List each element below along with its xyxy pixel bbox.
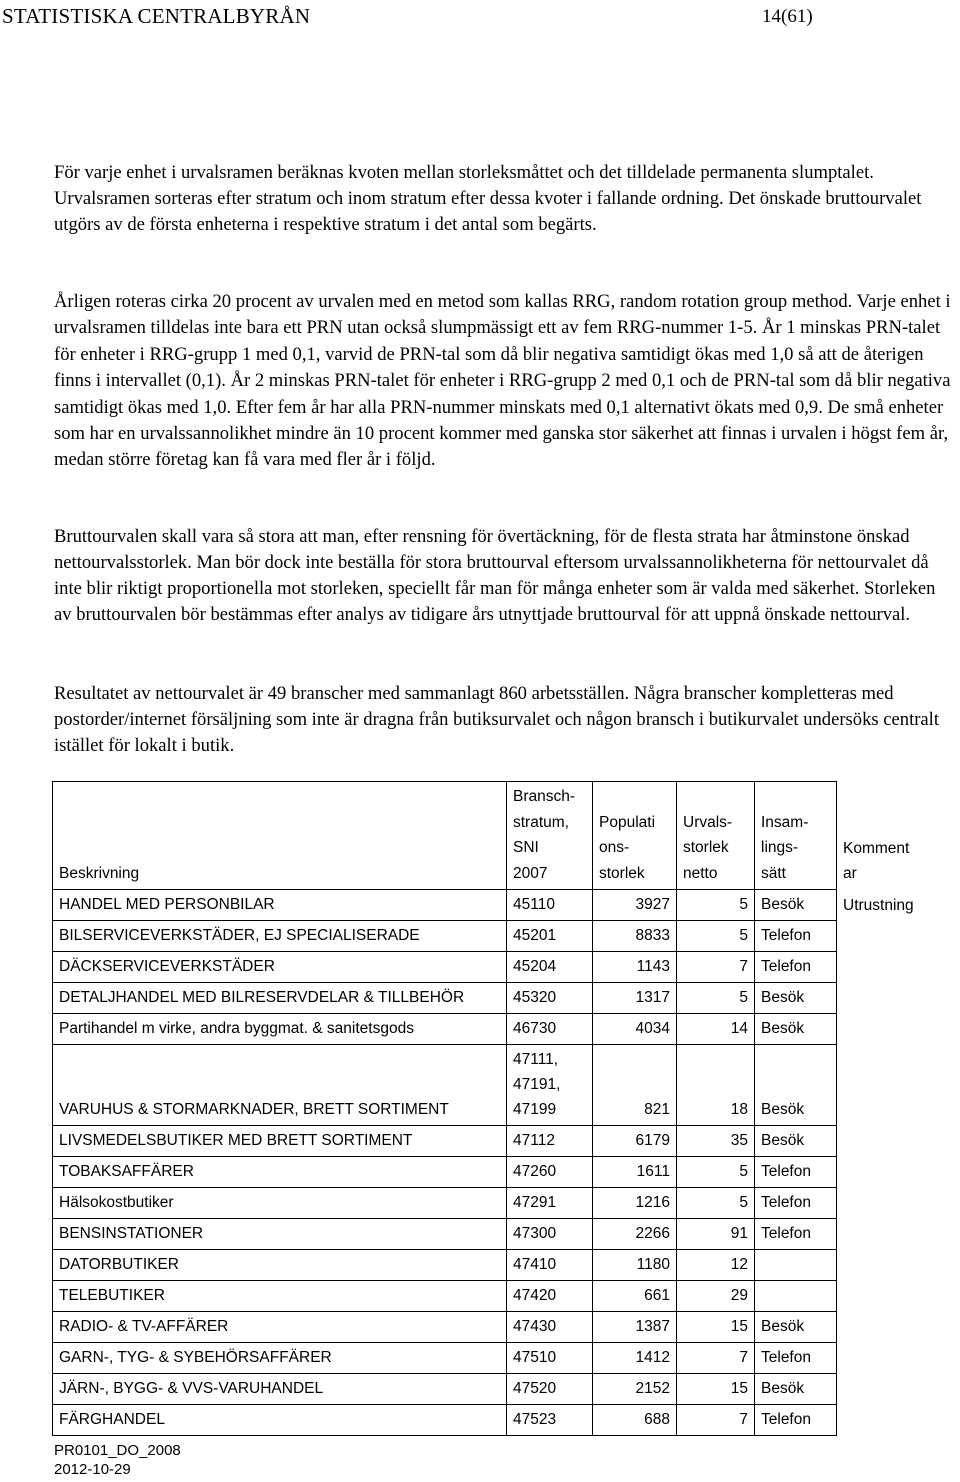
cell-insamlingssatt: Telefon [755,1188,837,1219]
cell-insamlingssatt: Besök [755,890,837,921]
cell-insamlingssatt: Telefon [755,1343,837,1374]
cell-kommentar [837,1188,943,1219]
cell-population: 1143 [593,952,677,983]
cell-urvalsstorlek: 5 [677,1157,755,1188]
cell-urvalsstorlek: 35 [677,1126,755,1157]
header-insamlingssatt: Insam- lings- sätt [755,782,837,890]
cell-kommentar [837,983,943,1014]
cell-population: 688 [593,1405,677,1436]
cell-urvalsstorlek: 5 [677,890,755,921]
page-number: 14(61) [762,6,813,27]
cell-population: 1180 [593,1250,677,1281]
sample-table [52,781,943,1436]
table-row [53,1014,943,1045]
table-row [53,1250,943,1281]
cell-urvalsstorlek: 18 [677,1045,755,1126]
cell-population: 1317 [593,983,677,1014]
cell-kommentar [837,952,943,983]
cell-urvalsstorlek: 12 [677,1250,755,1281]
paragraph-rrg: Årligen roteras cirka 20 procent av urvalen med en metod som kallas RRG, random rotation group method. Varje enhet i urvalsramen tilldelas inte bara ett PRN utan också slumpmässigt ett av fem RRG-nummer 1-5. År 1 minskas PRN-talet för enheter i RRG-grupp 1 med 0,1, varvid de PRN-tal som då blir negativa samtidigt ökas med 1,0 så att de återigen finns i intervallet (0,1). År 2 minskas PRN-talet för enheter i RRG-grupp 2 med 0,1 och de PRN-tal som då blir negativa samtidigt ökas med 1,0. Efter fem år har alla PRN-nummer minskats med 0,1 alternativt ökats med 0,9. De små enheter som har en urvalssannolikhet mindre än 10 procent kommer med ganska stor säkerhet att finnas i urvalen i högst fem år, medan större företag kan få vara med fler år i följd. [54,291,951,471]
cell-sni: 47410 [507,1250,593,1281]
cell-sni: 45204 [507,952,593,983]
cell-insamlingssatt: Telefon [755,1219,837,1250]
cell-urvalsstorlek: 91 [677,1219,755,1250]
cell-beskrivning: JÄRN-, BYGG- & VVS-VARUHANDEL [53,1374,507,1405]
cell-kommentar [837,1126,943,1157]
table-row [53,1157,943,1188]
cell-sni: 47523 [507,1405,593,1436]
cell-sni: 47112 [507,1126,593,1157]
footer-doc-id: PR0101_DO_2008 [54,1442,181,1459]
footer-date: 2012-10-29 [54,1461,131,1478]
header-kommentar: Komment ar [837,782,943,890]
cell-sni: 47300 [507,1219,593,1250]
cell-sni: 47510 [507,1343,593,1374]
cell-sni: 45201 [507,921,593,952]
cell-insamlingssatt: Telefon [755,921,837,952]
cell-sni: 47291 [507,1188,593,1219]
cell-beskrivning: RADIO- & TV-AFFÄRER [53,1312,507,1343]
cell-urvalsstorlek: 5 [677,1188,755,1219]
cell-insamlingssatt: Telefon [755,1157,837,1188]
cell-kommentar [837,1014,943,1045]
cell-kommentar [837,1045,943,1126]
cell-insamlingssatt: Besök [755,1312,837,1343]
cell-kommentar [837,1250,943,1281]
table-row [53,1312,943,1343]
cell-kommentar [837,1374,943,1405]
cell-beskrivning: BILSERVICEVERKSTÄDER, EJ SPECIALISERADE [53,921,507,952]
cell-sni: 47111, 47191, 47199 [507,1045,593,1126]
cell-kommentar [837,1219,943,1250]
table-row [53,983,943,1014]
cell-insamlingssatt: Besök [755,1014,837,1045]
cell-insamlingssatt: Besök [755,1045,837,1126]
cell-insamlingssatt: Besök [755,1374,837,1405]
cell-kommentar [837,1157,943,1188]
cell-population: 821 [593,1045,677,1126]
cell-population: 1216 [593,1188,677,1219]
cell-beskrivning: Partihandel m virke, andra byggmat. & sanitetsgods [53,1014,507,1045]
cell-sni: 47520 [507,1374,593,1405]
cell-urvalsstorlek: 15 [677,1312,755,1343]
cell-kommentar: Utrustning [837,890,943,921]
table-row [53,1281,943,1312]
header-urvalsstorlek: Urvals- storlek netto [677,782,755,890]
table-row [53,1374,943,1405]
cell-beskrivning: BENSINSTATIONER [53,1219,507,1250]
cell-population: 661 [593,1281,677,1312]
cell-beskrivning: VARUHUS & STORMARKNADER, BRETT SORTIMENT [53,1045,507,1126]
cell-urvalsstorlek: 15 [677,1374,755,1405]
cell-urvalsstorlek: 7 [677,1405,755,1436]
cell-beskrivning: TOBAKSAFFÄRER [53,1157,507,1188]
cell-sni: 47420 [507,1281,593,1312]
cell-kommentar [837,1405,943,1436]
cell-sni: 47430 [507,1312,593,1343]
cell-beskrivning: LIVSMEDELSBUTIKER MED BRETT SORTIMENT [53,1126,507,1157]
cell-beskrivning: HANDEL MED PERSONBILAR [53,890,507,921]
cell-beskrivning: DETALJHANDEL MED BILRESERVDELAR & TILLBEHÖR [53,983,507,1014]
cell-beskrivning: FÄRGHANDEL [53,1405,507,1436]
header-population: Populati ons- storlek [593,782,677,890]
cell-urvalsstorlek: 5 [677,921,755,952]
cell-urvalsstorlek: 29 [677,1281,755,1312]
cell-insamlingssatt: Besök [755,1126,837,1157]
cell-population: 3927 [593,890,677,921]
cell-sni: 47260 [507,1157,593,1188]
cell-kommentar [837,1312,943,1343]
paragraph-resultat: Resultatet av nettourvalet är 49 branscher med sammanlagt 860 arbetsställen. Några branscher kompletteras med postorder/internet försäljning som inte är dragna från butiksurvalet och någon bransch i butikurvalet undersöks centralt istället för lokalt i butik. [54,683,940,756]
cell-urvalsstorlek: 7 [677,1343,755,1374]
table-row [53,890,943,921]
cell-beskrivning: TELEBUTIKER [53,1281,507,1312]
cell-population: 6179 [593,1126,677,1157]
cell-kommentar [837,921,943,952]
paragraph-kvoter: För varje enhet i urvalsramen beräknas kvoten mellan storleksmåttet och det tilldelade permanenta slumptalet. Urvalsramen sorteras efter stratum och inom stratum efter dessa kvoter i fallande ordning. Det önskade bruttourvalet utgörs av de första enheterna i respektive stratum i det antal som begärts. [54,162,922,235]
cell-sni: 46730 [507,1014,593,1045]
cell-sni: 45110 [507,890,593,921]
cell-beskrivning: DÄCKSERVICEVERKSTÄDER [53,952,507,983]
table-header-row [53,782,943,890]
cell-population: 1387 [593,1312,677,1343]
cell-urvalsstorlek: 14 [677,1014,755,1045]
table-row [53,1126,943,1157]
paragraph-bruttourval: Bruttourvalen skall vara så stora att man, efter rensning för övertäckning, för de flesta strata har åtminstone önskad nettourvalsstorlek. Man bör dock inte beställa för stora bruttourval eftersom urvalssannolikheterna för nettourvalet då inte blir riktigt proportionella mot storleken, speciellt får man för många enheter som är valda med säkerhet. Storleken av bruttourvalen bör bestämmas efter analys av tidigare års utnyttjade bruttourval för att uppnå önskade nettourval. [54,526,936,625]
cell-beskrivning: GARN-, TYG- & SYBEHÖRSAFFÄRER [53,1343,507,1374]
cell-kommentar [837,1343,943,1374]
table-row [53,1045,943,1126]
table-row [53,1343,943,1374]
cell-population: 1611 [593,1157,677,1188]
cell-insamlingssatt: Besök [755,983,837,1014]
cell-beskrivning: Hälsokostbutiker [53,1188,507,1219]
cell-population: 2152 [593,1374,677,1405]
cell-insamlingssatt: Telefon [755,1405,837,1436]
cell-insamlingssatt: Telefon [755,952,837,983]
cell-urvalsstorlek: 7 [677,952,755,983]
header-beskrivning: Beskrivning [53,782,507,890]
cell-insamlingssatt [755,1250,837,1281]
cell-population: 4034 [593,1014,677,1045]
table-row [53,1405,943,1436]
cell-population: 1412 [593,1343,677,1374]
table-body [53,890,943,1436]
table-row [53,1188,943,1219]
cell-beskrivning: DATORBUTIKER [53,1250,507,1281]
table-row [53,952,943,983]
table-row [53,921,943,952]
cell-kommentar [837,1281,943,1312]
cell-urvalsstorlek: 5 [677,983,755,1014]
cell-sni: 45320 [507,983,593,1014]
header-bransch: Bransch- stratum, SNI 2007 [507,782,593,890]
cell-insamlingssatt [755,1281,837,1312]
organization-name: STATISTISKA CENTRALBYRÅN [2,4,311,28]
cell-population: 8833 [593,921,677,952]
table-row [53,1219,943,1250]
cell-population: 2266 [593,1219,677,1250]
